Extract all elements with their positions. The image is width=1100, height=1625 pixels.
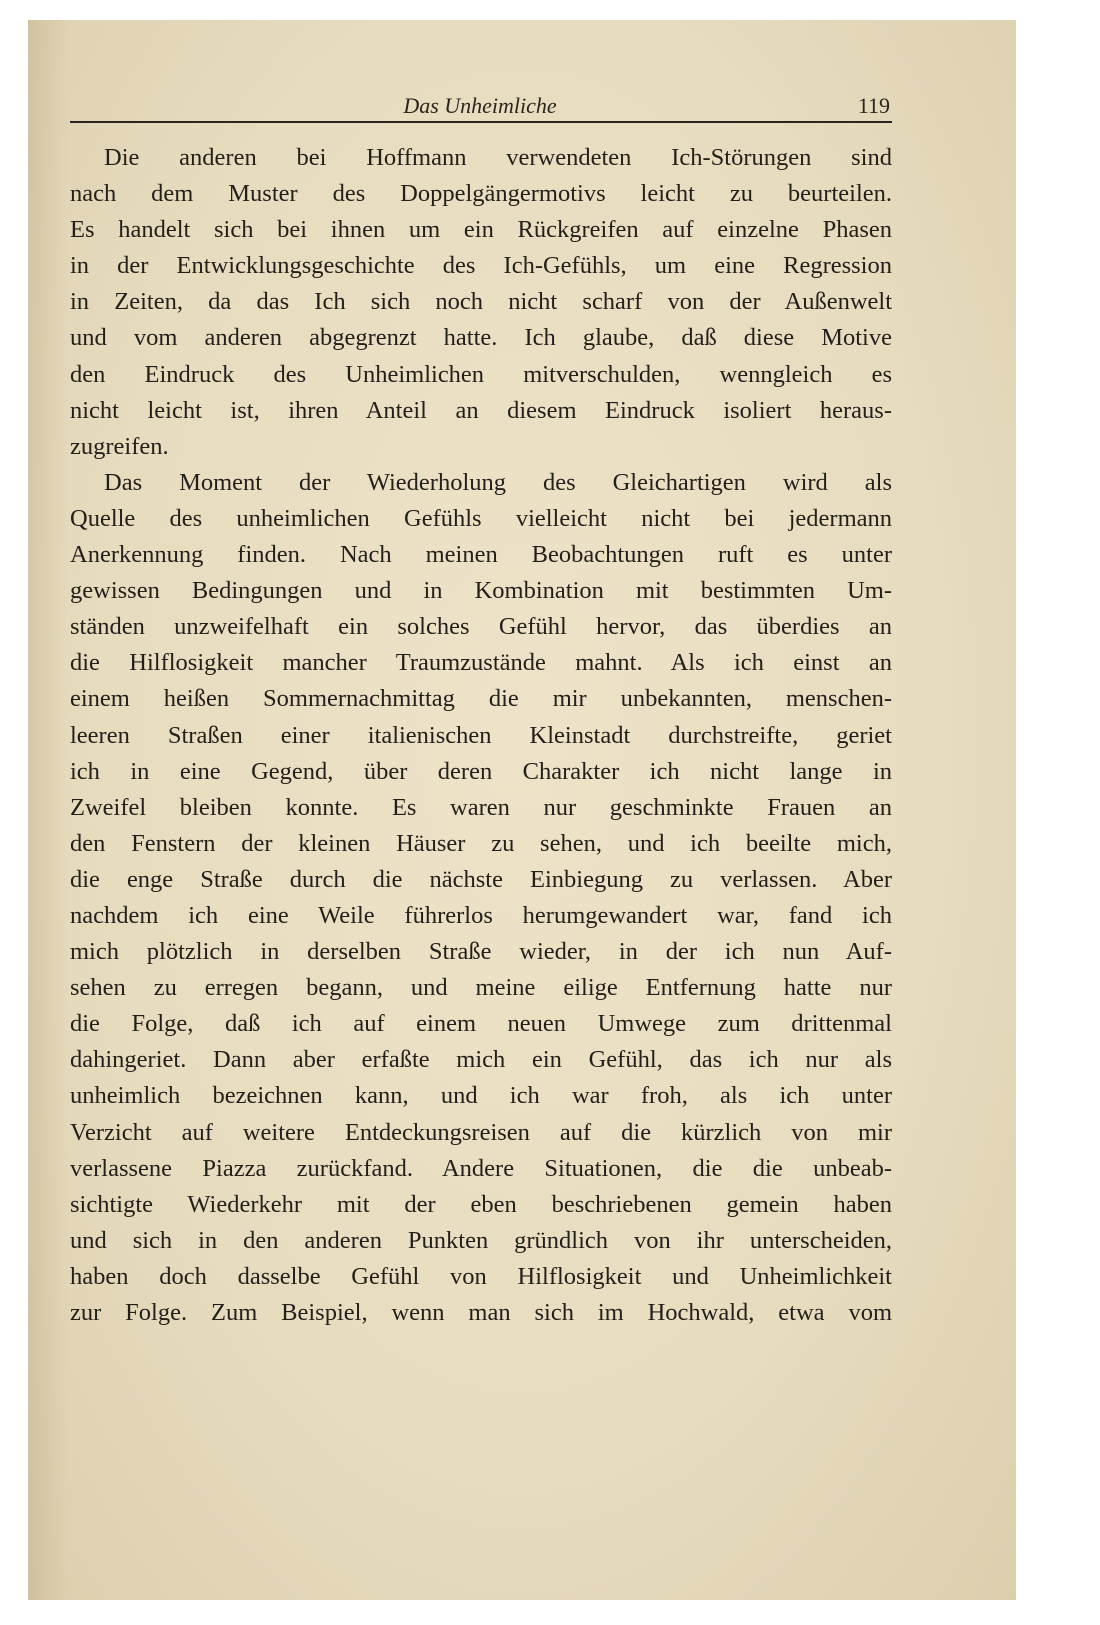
text-line: [70, 357, 892, 393]
text-line: [70, 609, 892, 645]
text-line: [70, 1006, 892, 1042]
text-line: [70, 501, 892, 537]
text-line-content: Quelle des unheimlichen Gefühls vielleicht nicht bei jedermann: [70, 504, 892, 532]
text-line-content: ständen unzweifelhaft ein solches Gefühl hervor, das überdies an: [70, 613, 892, 641]
header-rule: [70, 121, 892, 123]
text-line: [70, 1259, 892, 1295]
text-line: [70, 1151, 892, 1187]
text-line: [70, 826, 892, 862]
text-line-content: mich plötzlich in derselben Straße wieder, in der ich nun Auf-: [70, 938, 892, 966]
text-line-content: Die anderen bei Hoffmann verwendeten Ich-Störungen sind: [104, 144, 892, 171]
text-line-content: die enge Straße durch die nächste Einbiegung zu verlassen. Aber: [70, 865, 892, 893]
text-line-content: und sich in den anderen Punkten gründlich von ihr unterscheiden,: [70, 1226, 892, 1254]
text-line-content: leeren Straßen einer italienischen Kleinstadt durchstreifte, geriet: [70, 721, 892, 749]
text-line: [70, 1223, 892, 1259]
running-head-title: Das Unheimliche: [403, 93, 557, 118]
text-line: [70, 754, 892, 790]
text-line-content: ich in eine Gegend, über deren Charakter ich nicht lange in: [70, 757, 892, 785]
text-line-content: Es handelt sich bei ihnen um ein Rückgreifen auf einzelne Phasen: [70, 216, 892, 244]
text-line-content: nachdem ich eine Weile führerlos herumgewandert war, fand ich: [70, 901, 892, 929]
page-number: 119: [857, 93, 890, 118]
text-line-content: nach dem Muster des Doppelgängermotivs leicht zu beurteilen.: [70, 180, 892, 208]
text-line-content: Verzicht auf weitere Entdeckungsreisen auf die kürzlich von mir: [70, 1118, 892, 1146]
text-line-content: Anerkennung finden. Nach meinen Beobachtungen ruft es unter: [70, 541, 892, 569]
text-line: [70, 1042, 892, 1078]
text-line: [70, 212, 892, 248]
text-line-content: Das Moment der Wiederholung des Gleichartigen wird als: [104, 468, 892, 496]
text-line-content: haben doch dasselbe Gefühl von Hilflosigkeit und Unheimlichkeit: [70, 1262, 892, 1290]
text-line-content: nicht leicht ist, ihren Anteil an diesem Eindruck isoliert heraus-: [70, 396, 892, 424]
text-line-content: unheimlich bezeichnen kann, und ich war froh, als ich unter: [70, 1082, 892, 1110]
text-line-content: in der Entwicklungsgeschichte des Ich-Gefühls, um eine Regression: [70, 252, 892, 280]
text-line: [70, 970, 892, 1006]
text-line: [70, 1295, 892, 1331]
text-line: [70, 537, 892, 573]
text-line: [70, 429, 892, 465]
book-page: [28, 20, 1016, 1600]
text-line-content: verlassene Piazza zurückfand. Andere Situationen, die die unbeab-: [70, 1154, 892, 1182]
paragraph: [70, 140, 892, 465]
text-line: [70, 645, 892, 681]
text-line: [70, 681, 892, 717]
body-text: [70, 140, 892, 1331]
text-line-content: die Hilflosigkeit mancher Traumzustände mahnt. Als ich einst an: [70, 649, 892, 677]
text-line: [70, 284, 892, 320]
text-line: [70, 718, 892, 754]
text-line: [70, 862, 892, 898]
text-line-content: und vom anderen abgegrenzt hatte. Ich glaube, daß diese Motive: [70, 324, 892, 352]
text-line: [70, 320, 892, 356]
text-line: [70, 140, 892, 176]
text-line-content: einem heißen Sommernachmittag die mir unbekannten, menschen-: [70, 685, 892, 713]
text-line: [70, 465, 892, 501]
text-line-content: in Zeiten, da das Ich sich noch nicht scharf von der Außenwelt: [70, 288, 892, 316]
text-line-content: dahingeriet. Dann aber erfaßte mich ein Gefühl, das ich nur als: [70, 1046, 892, 1074]
text-line: [70, 934, 892, 970]
text-line: [70, 176, 892, 212]
text-line-content: zur Folge. Zum Beispiel, wenn man sich im Hochwald, etwa vom: [70, 1299, 892, 1326]
text-line: [70, 1187, 892, 1223]
text-line-content: Zweifel bleiben konnte. Es waren nur geschminkte Frauen an: [70, 793, 892, 821]
running-head: [70, 91, 890, 121]
text-line-content: sichtigte Wiederkehr mit der eben beschriebenen gemein haben: [70, 1190, 892, 1218]
text-line: [70, 1078, 892, 1114]
text-line: [70, 1115, 892, 1151]
paragraph: [70, 465, 892, 1331]
text-line: [70, 898, 892, 934]
text-line-content: den Eindruck des Unheimlichen mitverschulden, wenngleich es: [70, 360, 892, 388]
text-line: [70, 790, 892, 826]
text-line: [70, 393, 892, 429]
text-line: [70, 248, 892, 284]
text-line-content: gewissen Bedingungen und in Kombination mit bestimmten Um-: [70, 577, 892, 605]
text-line-content: den Fenstern der kleinen Häuser zu sehen, und ich beeilte mich,: [70, 829, 892, 857]
text-line: [70, 573, 892, 609]
text-line-content: sehen zu erregen begann, und meine eilige Entfernung hatte nur: [70, 974, 892, 1002]
text-line-content: die Folge, daß ich auf einem neuen Umwege zum drittenmal: [70, 1010, 892, 1038]
text-line-content: zugreifen.: [70, 432, 169, 460]
